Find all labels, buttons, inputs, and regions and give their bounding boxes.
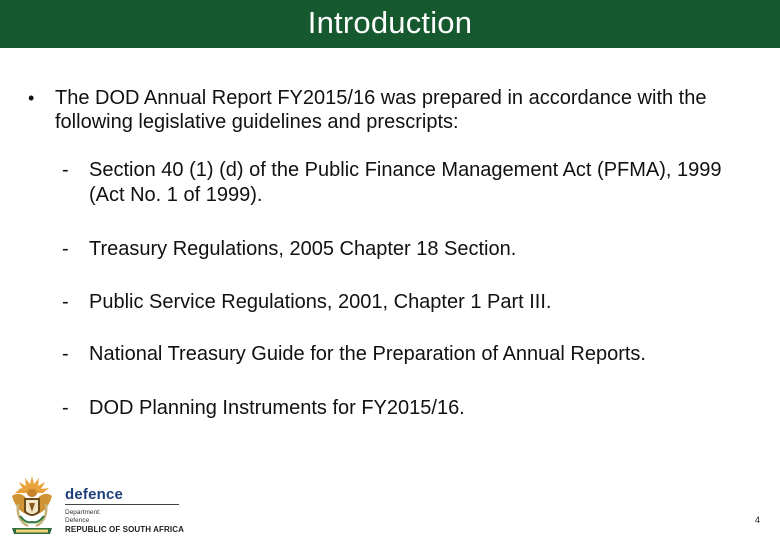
dash-icon: - [62, 238, 69, 260]
dash-icon: - [62, 291, 69, 313]
dash-icon: - [62, 397, 69, 419]
bullet-icon: • [28, 88, 35, 108]
logo-department-line2: Defence [65, 516, 90, 524]
list-item-text: DOD Planning Instruments for FY2015/16. [89, 397, 465, 419]
logo-department-line1: Department: [65, 509, 101, 516]
logo-republic: REPUBLIC OF SOUTH AFRICA [65, 525, 184, 534]
title-bar [0, 0, 780, 48]
dash-icon: - [62, 159, 69, 181]
list-item-text: Section 40 (1) (d) of the Public Finance Management Act (PFMA), 1999 (Act No. 1 of 1999). [89, 159, 722, 206]
list-item-text: Treasury Regulations, 2005 Chapter 18 Section. [89, 238, 517, 260]
defence-logo [6, 474, 186, 538]
coat-of-arms-icon [6, 474, 58, 536]
logo-wordmark: defence [65, 486, 124, 503]
slide-title: Introduction [307, 5, 473, 40]
list-item-text: National Treasury Guide for the Preparation of Annual Reports. [89, 343, 646, 365]
page-number: 4 [755, 515, 761, 525]
logo-department [65, 509, 101, 524]
intro-bullet-text: The DOD Annual Report FY2015/16 was prepared in accordance with the following legislative guidelines and prescripts: [55, 87, 707, 133]
list-item-text: Public Service Regulations, 2001, Chapter 1 Part III. [89, 291, 552, 313]
logo-divider [65, 504, 179, 505]
dash-icon: - [62, 343, 69, 365]
